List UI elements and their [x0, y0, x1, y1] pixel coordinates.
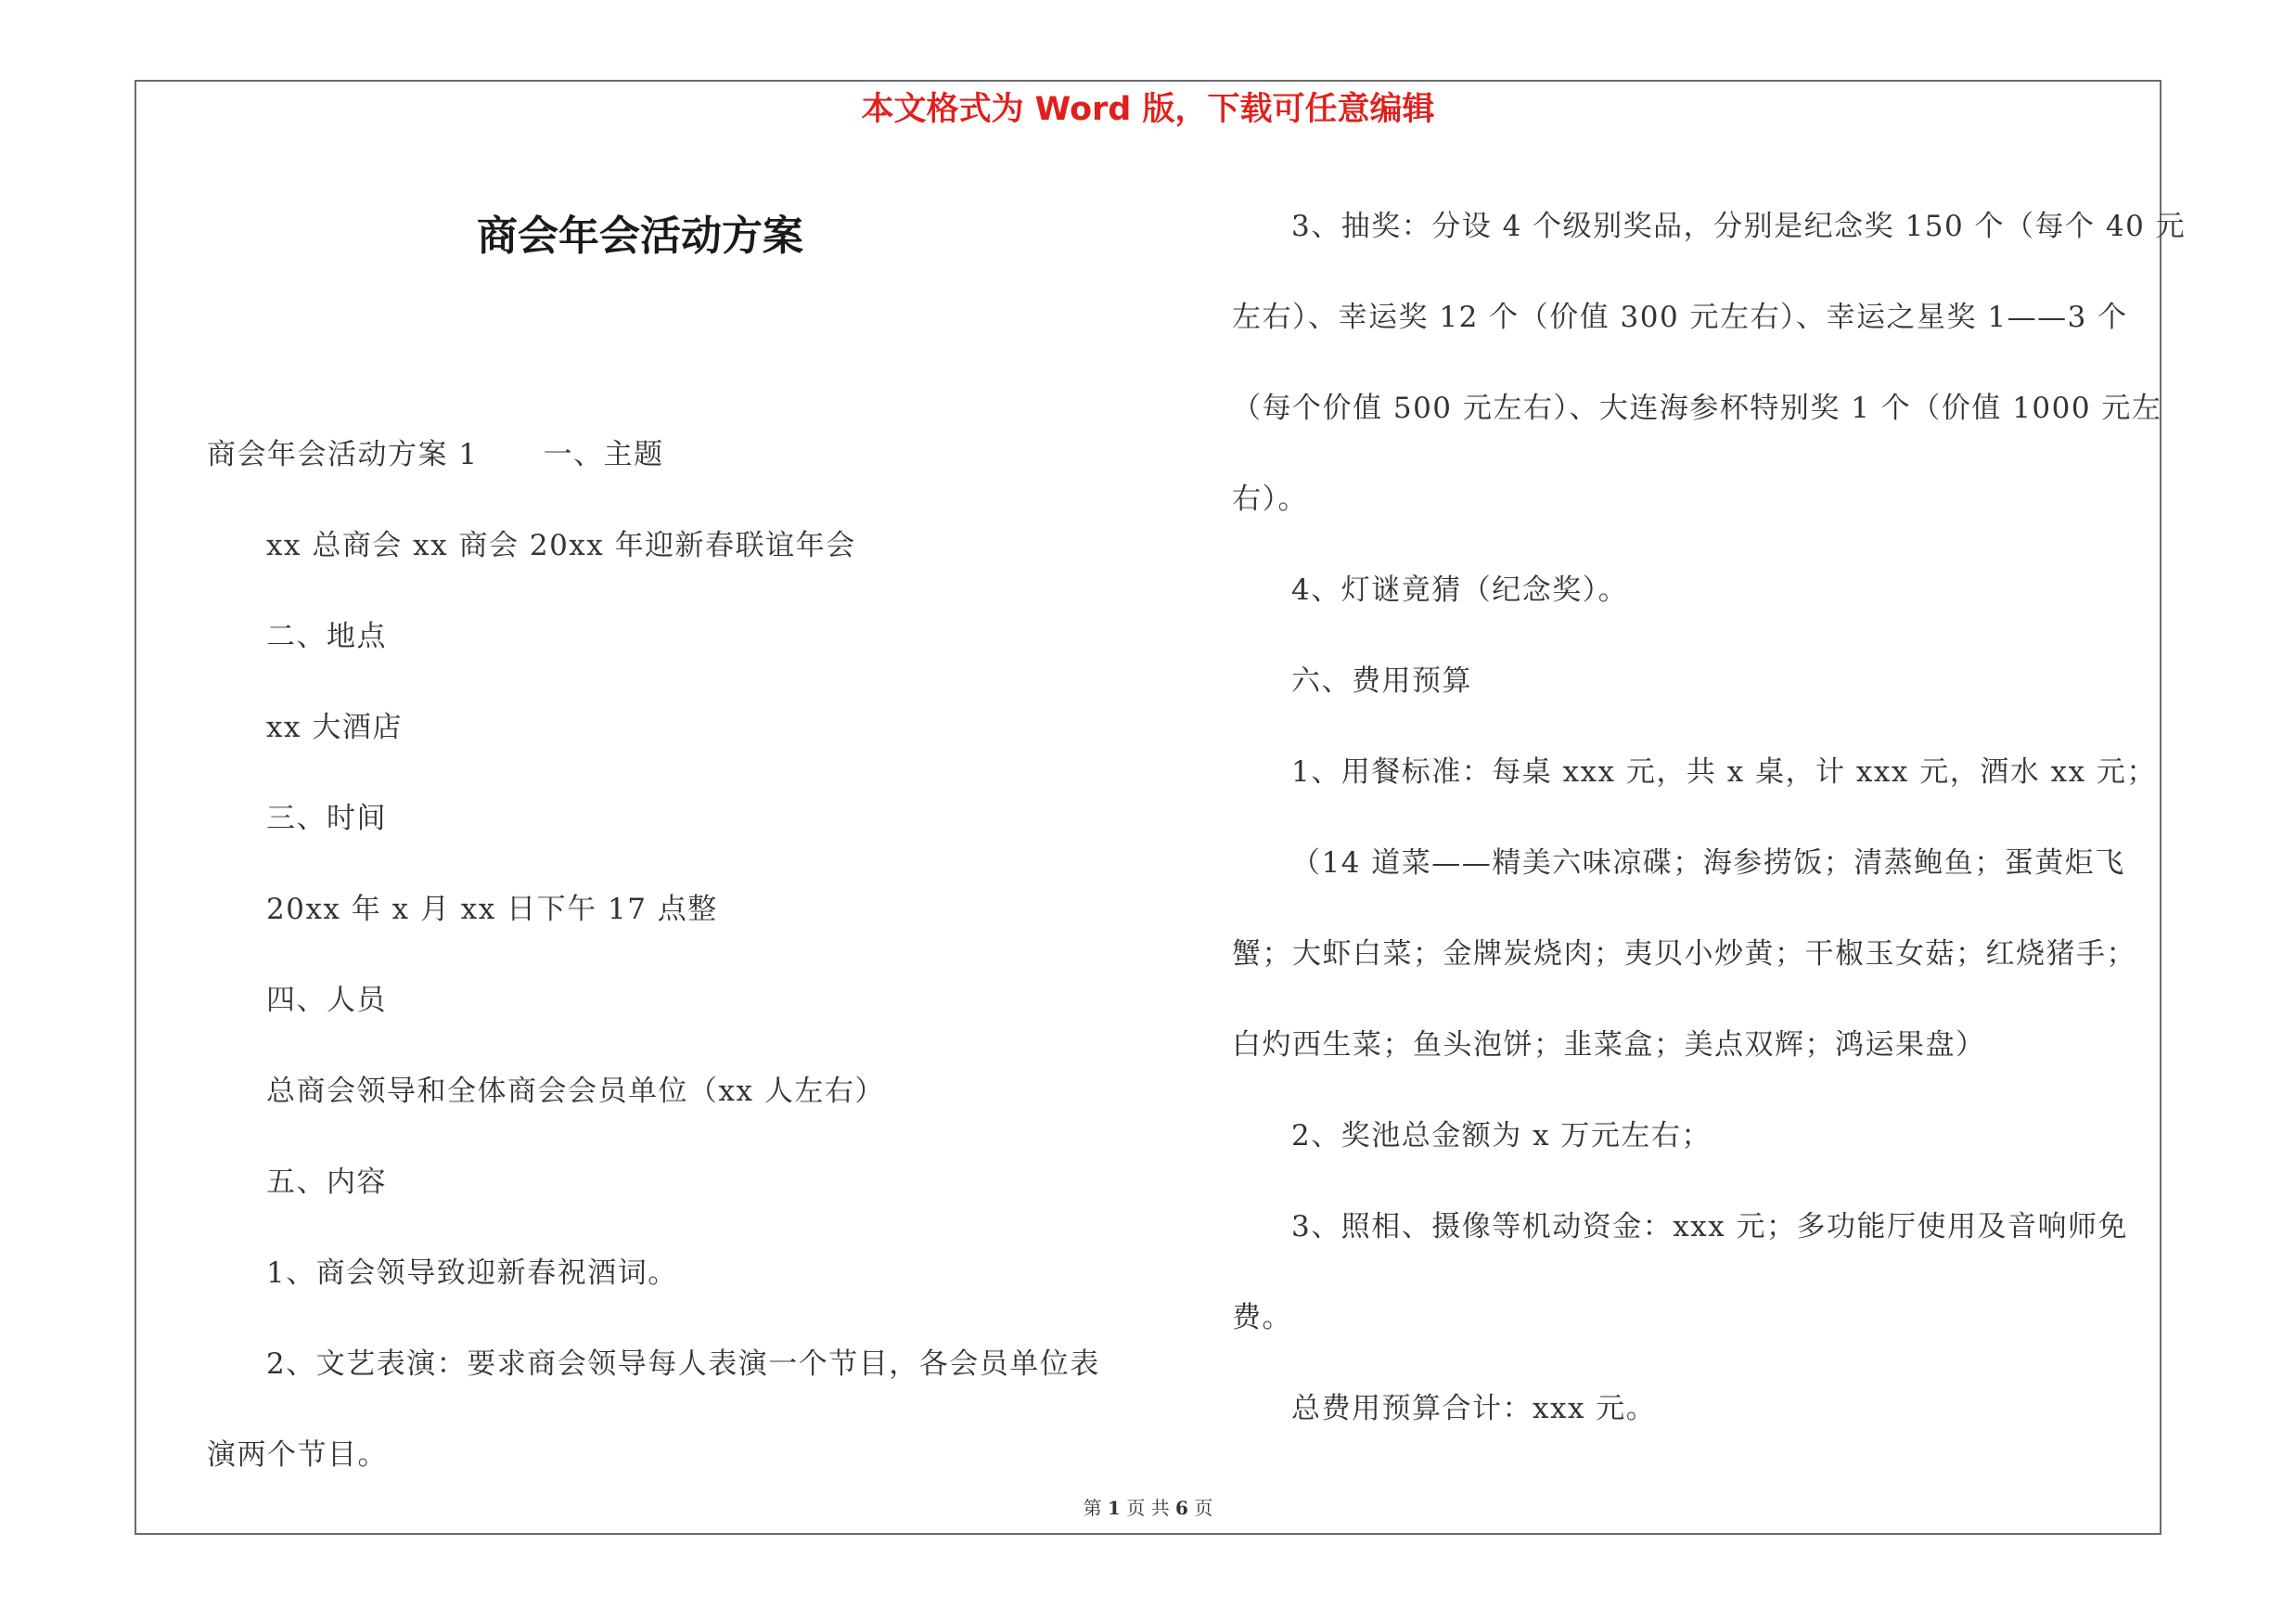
- paragraph-line: 2、文艺表演：要求商会领导每人表演一个节目，各会员单位表: [266, 1347, 1100, 1381]
- format-banner: 本文格式为 Word 版，下载可任意编辑: [861, 91, 1435, 128]
- section-title-attendees: 四、人员: [266, 984, 387, 1017]
- section-title-budget: 六、费用预算: [1291, 664, 1472, 698]
- section-title-location: 二、地点: [266, 620, 387, 653]
- paragraph-line: 3、抽奖：分设 4 个级别奖品，分别是纪念奖 150 个（每个 40 元: [1291, 210, 2187, 243]
- footer-prefix: 第: [1083, 1497, 1102, 1519]
- plan-heading: 商会年会活动方案 1: [207, 438, 479, 471]
- paragraph-line: 20xx 年 x 月 xx 日下午 17 点整: [266, 893, 718, 926]
- paragraph-line: 2、奖池总金额为 x 万元左右；: [1291, 1119, 1712, 1153]
- section-title-content: 五、内容: [266, 1166, 387, 1199]
- document-title: 商会年会活动方案: [477, 213, 803, 260]
- footer-middle: 页 共: [1126, 1497, 1170, 1519]
- footer-current-page: 1: [1108, 1497, 1121, 1519]
- paragraph-line: （每个价值 500 元左右）、大连海参杯特别奖 1 个（价值 1000 元左: [1232, 392, 2162, 425]
- paragraph-line: 左右）、幸运奖 12 个（价值 300 元左右）、幸运之星奖 1——3 个: [1232, 301, 2128, 334]
- paragraph-line: 蟹；大虾白菜；金牌炭烧肉；夷贝小炒黄；干椒玉女菇；红烧猪手；: [1232, 937, 2136, 971]
- footer-suffix: 页: [1194, 1497, 1213, 1519]
- paragraph-line: 费。: [1232, 1301, 1292, 1334]
- left-column: [207, 409, 1135, 1501]
- section-heading-line: [207, 409, 1135, 500]
- paragraph-line: 1、用餐标准：每桌 xxx 元，共 x 桌，计 xxx 元，酒水 xx 元；: [1291, 755, 2157, 789]
- paragraph-line: 总商会领导和全体商会会员单位（xx 人左右）: [266, 1075, 885, 1108]
- paragraph-line: xx 总商会 xx 商会 20xx 年迎新春联谊年会: [266, 529, 856, 562]
- footer-total-pages: 6: [1175, 1497, 1188, 1519]
- paragraph-line: 3、照相、摄像等机动资金：xxx 元；多功能厅使用及音响师免: [1291, 1210, 2129, 1243]
- paragraph-line: 1、商会领导致迎新春祝酒词。: [266, 1256, 678, 1290]
- paragraph-line: 总费用预算合计：xxx 元。: [1291, 1392, 1657, 1425]
- paragraph-line: 演两个节目。: [207, 1438, 388, 1472]
- paragraph-line: 白灼西生菜；鱼头泡饼；韭菜盒；美点双辉；鸿运果盘）: [1232, 1028, 1986, 1062]
- paragraph-line: （14 道菜——精美六味凉碟；海参捞饭；清蒸鲍鱼；蛋黄炬飞: [1291, 846, 2125, 880]
- paragraph-line: xx 大酒店: [266, 711, 403, 744]
- paragraph-line: 右）。: [1232, 483, 1308, 516]
- section-title-time: 三、时间: [266, 802, 387, 835]
- page-footer: [0, 1494, 2296, 1522]
- paragraph-line: 4、灯谜竟猜（纪念奖）。: [1291, 573, 1629, 607]
- right-column: [1232, 181, 2187, 1454]
- section-title-theme: 一、主题: [543, 438, 664, 471]
